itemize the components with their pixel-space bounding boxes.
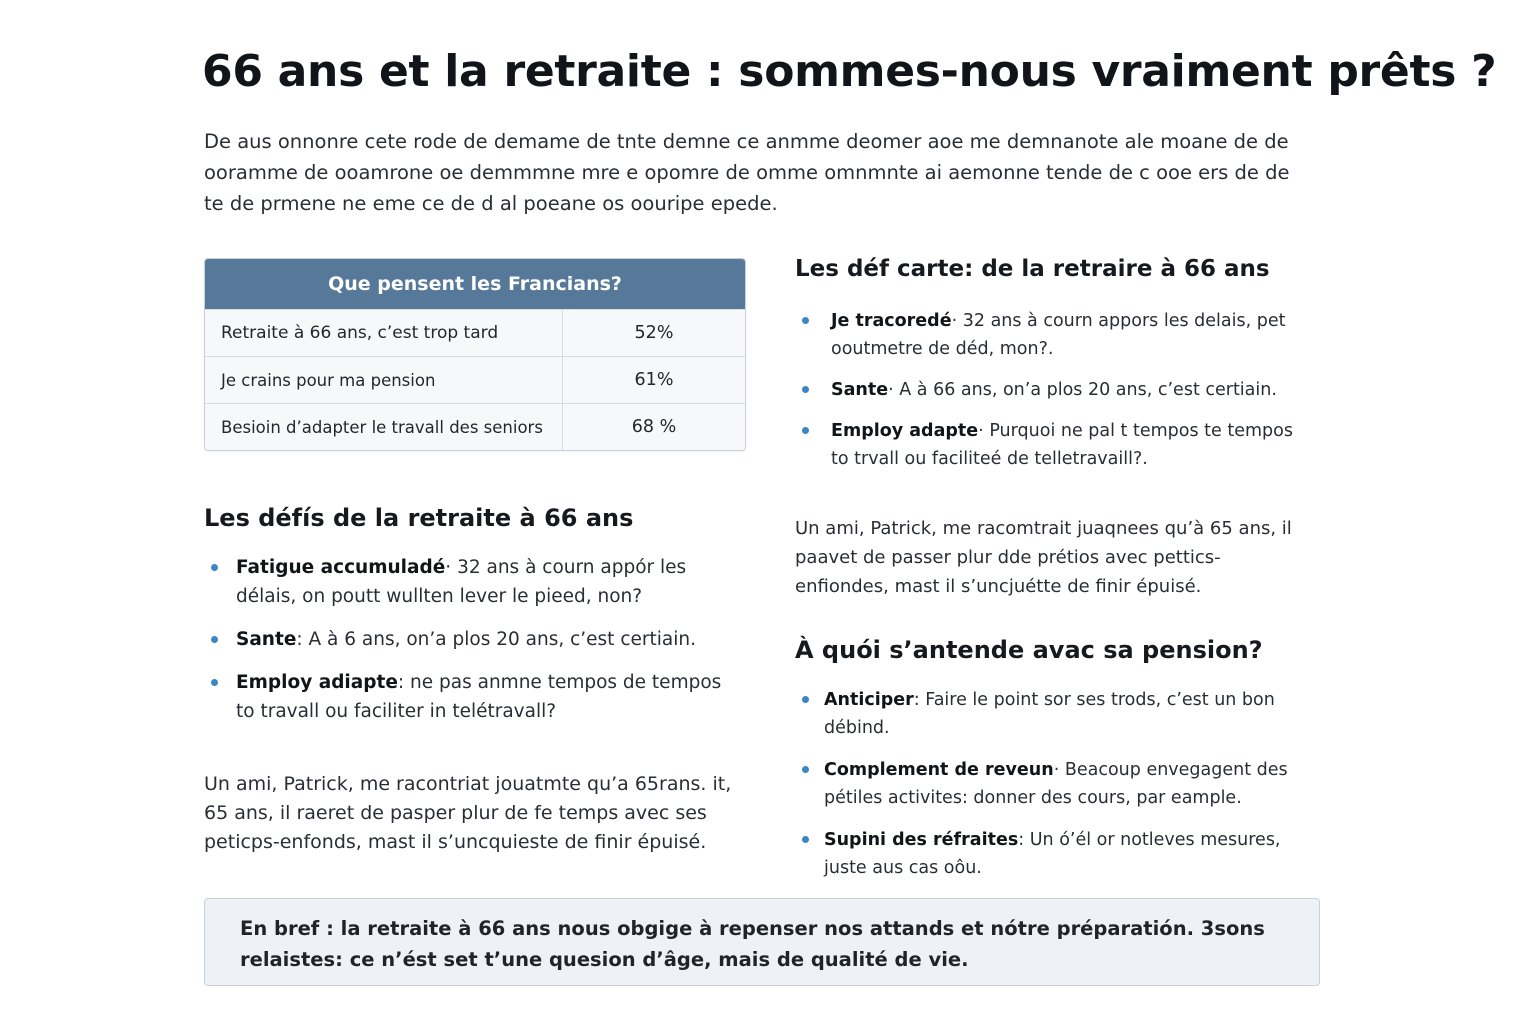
table-cell-value: 68 % [631,417,677,437]
right-section-title: Les déf carte: de la retraire à 66 ans [795,256,1270,282]
bullet-text: Purquoi ne pal t tempos te tempos to trvall ou faciliteé de telletravaill?. [831,421,1293,469]
bullet-separator: : [913,690,920,710]
article-intro: De aus onnonre cete rode de demame de tnte demne ce anmme deomer aoe me demnanote ale moane de de ooramme de ooamrone oe demmmne mre e opomre de omme omnmnte ai aemonne tende de c ooe ers de de te de prmene ne eme ce de d al poeane os oouripe epede. [204,130,1290,215]
summary-text: En bref : la retraite à 66 ans nous obgige à repenser nos attands et nótre préparatión. 3sons relaistes: ce n’ést set t’une quesion d’âge, mais de qualité de vie. [240,917,1265,971]
article-title: 66 ans et la retraite : sommes-nous vraiment prêts ? [202,46,1497,97]
poll-table-header: Que pensent les Francians? [205,259,745,309]
bullet-text: 32 ans à courn appór les délais, on poutt wullten lever le pieed, non? [236,557,687,607]
bullet-text: 32 ans à courn appors les delais, pet ooutmetre de déd, mon?. [831,311,1286,359]
bullet-dot-icon [802,766,809,773]
bullet-text: A à 6 ans, on’a plos 20 ans, c’est certiain. [308,629,696,650]
bullet-text: Beacoup envegagent des pétiles activites: donner des cours, par eample. [824,760,1288,808]
bullet-term: Employ adapte [831,421,979,441]
table-row [205,309,745,356]
bullet-text: A à 66 ans, on’a plos 20 ans, c’est certiain. [899,380,1277,400]
bullet-term: Employ adiapte [236,672,398,693]
bullet-text: ne pas anmne tempos de tempos to travall ou faciliter in telétravall? [236,672,722,722]
bullet-dot-icon [211,564,218,571]
bullet-separator: · [445,557,452,578]
bullet-term: Sante [236,629,297,650]
bullet-text: Un ó’él or notleves mesures, juste aus cas oôu. [824,830,1281,878]
bullet-separator: : [397,672,405,693]
bullet-dot-icon [802,317,809,324]
pension-bullet-list [795,686,1305,882]
bullet-separator: : [1018,830,1025,850]
bullet-separator: · [1053,760,1060,780]
table-cell-label: Besioin d’adapter le travall des seniors [205,404,563,450]
left-anecdote-paragraph: Un ami, Patrick, me racontriat jouatmte qu’a 65rans. it, 65 ans, il raeret de pasper plur de fe temps avec ses peticps-enfonds, mast il s’uncquieste de finir épuisé. [204,773,732,853]
table-row [205,403,745,450]
list-item [204,553,744,611]
bullet-term: Anticiper [824,690,914,710]
left-section-title: Les défís de la retraite à 66 ans [204,504,634,532]
pension-section-title: À quói s’antende avac sa pension? [795,636,1263,664]
bullet-dot-icon [802,836,809,843]
bullet-dot-icon [802,696,809,703]
bullet-separator: : [296,629,303,650]
bullet-separator: · [888,380,894,400]
bullet-term: Complement de reveun [824,760,1054,780]
list-item [795,686,1305,742]
poll-table [204,258,746,451]
list-item [795,826,1305,882]
bullet-separator: · [951,311,958,331]
bullet-term: Sante [831,380,889,400]
list-item [204,625,744,654]
bullet-dot-icon [211,636,218,643]
left-bullet-list [204,553,744,726]
table-row [205,356,745,403]
table-cell-value: 61% [634,370,674,390]
bullet-dot-icon [802,386,809,393]
table-cell-label: Retraite à 66 ans, c’est trop tard [205,310,563,356]
table-cell-value: 52% [634,323,674,343]
list-item [795,307,1305,363]
bullet-dot-icon [802,427,809,434]
list-item [795,376,1305,404]
bullet-separator: · [978,421,984,441]
bullet-term: Je tracoredé [831,311,952,331]
bullet-term: Fatigue accumuladé [236,557,446,578]
summary-box [204,898,1320,986]
list-item [204,668,744,726]
table-cell-label: Je crains pour ma pension [205,357,563,403]
bullet-dot-icon [211,679,218,686]
list-item [795,417,1305,473]
list-item [795,756,1305,812]
bullet-text: Faire le point sor ses trods, c’est un bon débind. [824,690,1275,738]
right-anecdote-paragraph: Un ami, Patrick, me racomtrait juaqnees qu’à 65 ans, il paavet de passer plur dde prétios avec pettics-enfiondes, mast il s’uncjuétte de finir épuisé. [795,518,1292,597]
right-bullet-list [795,307,1305,473]
bullet-term: Supini des réfraites [824,830,1019,850]
